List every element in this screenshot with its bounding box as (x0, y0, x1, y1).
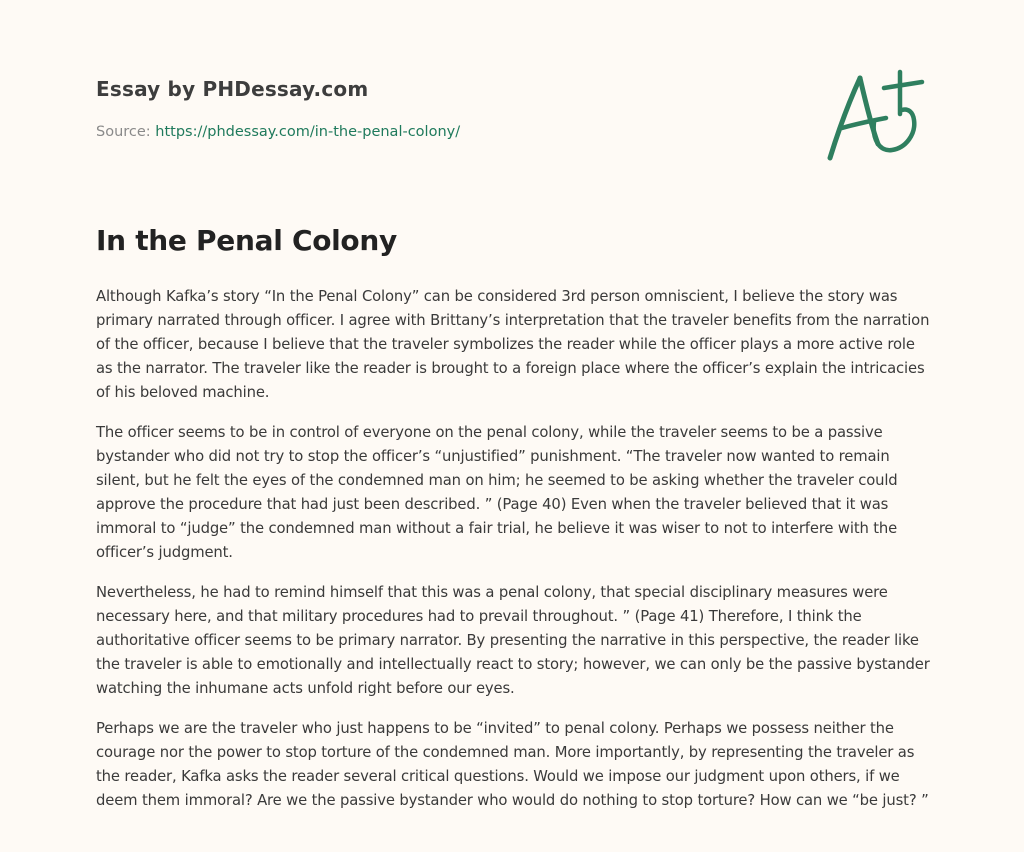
article-body (96, 285, 934, 829)
page-title: In the Penal Colony (96, 224, 397, 257)
a-plus-logo-icon (816, 64, 934, 168)
article-paragraph: Although Kafka’s story “In the Penal Colony” can be considered 3rd person omniscient, I believe the story was primary narrated through officer. I agree with Brittany’s interpretation that the traveler benefits from the narration of the officer, because I believe that the traveler symbolizes the reader while the officer plays a more active role as the narrator. The traveler like the reader is brought to a foreign place where the officer’s explain the intricacies of his beloved machine. (96, 288, 930, 401)
source-label: Source: (96, 124, 151, 140)
source-link[interactable]: https://phdessay.com/in-the-penal-colony/ (155, 124, 461, 140)
article-paragraph: Nevertheless, he had to remind himself that this was a penal colony, that special disciplinary measures were necessary here, and that military procedures had to prevail throughout. ” (Page 41) Therefore, I think the authoritative officer seems to be primary narrator. By presenting the narrative in this perspective, the reader like the traveler is able to emotionally and intellectually react to story; however, we can only be the passive bystander watching the inhumane acts unfold right before our eyes. (96, 584, 930, 697)
article-paragraph: The officer seems to be in control of everyone on the penal colony, while the traveler seems to be a passive bystander who did not try to stop the officer’s “unjustified” punishment. “The traveler now wanted to remain silent, but he felt the eyes of the condemned man on him; he seemed to be asking whether the traveler could approve the procedure that had just been described. ” (Page 40) Even when the traveler believed that it was immoral to “judge” the condemned man without a fair trial, he believe it was wiser to not to interfere with the officer’s judgment. (96, 424, 898, 561)
article-paragraph: Perhaps we are the traveler who just happens to be “invited” to penal colony. Perhaps we possess neither the courage nor the power to stop torture of the condemned man. More importantly, by representing the traveler as the reader, Kafka asks the reader several critical questions. Would we impose our judgment upon others, if we deem them immoral? Are we the passive bystander who would do nothing to stop torture? How can we “be just? ” (96, 720, 929, 809)
site-brand: Essay by PHDessay.com (96, 77, 369, 101)
source-line (96, 124, 460, 140)
